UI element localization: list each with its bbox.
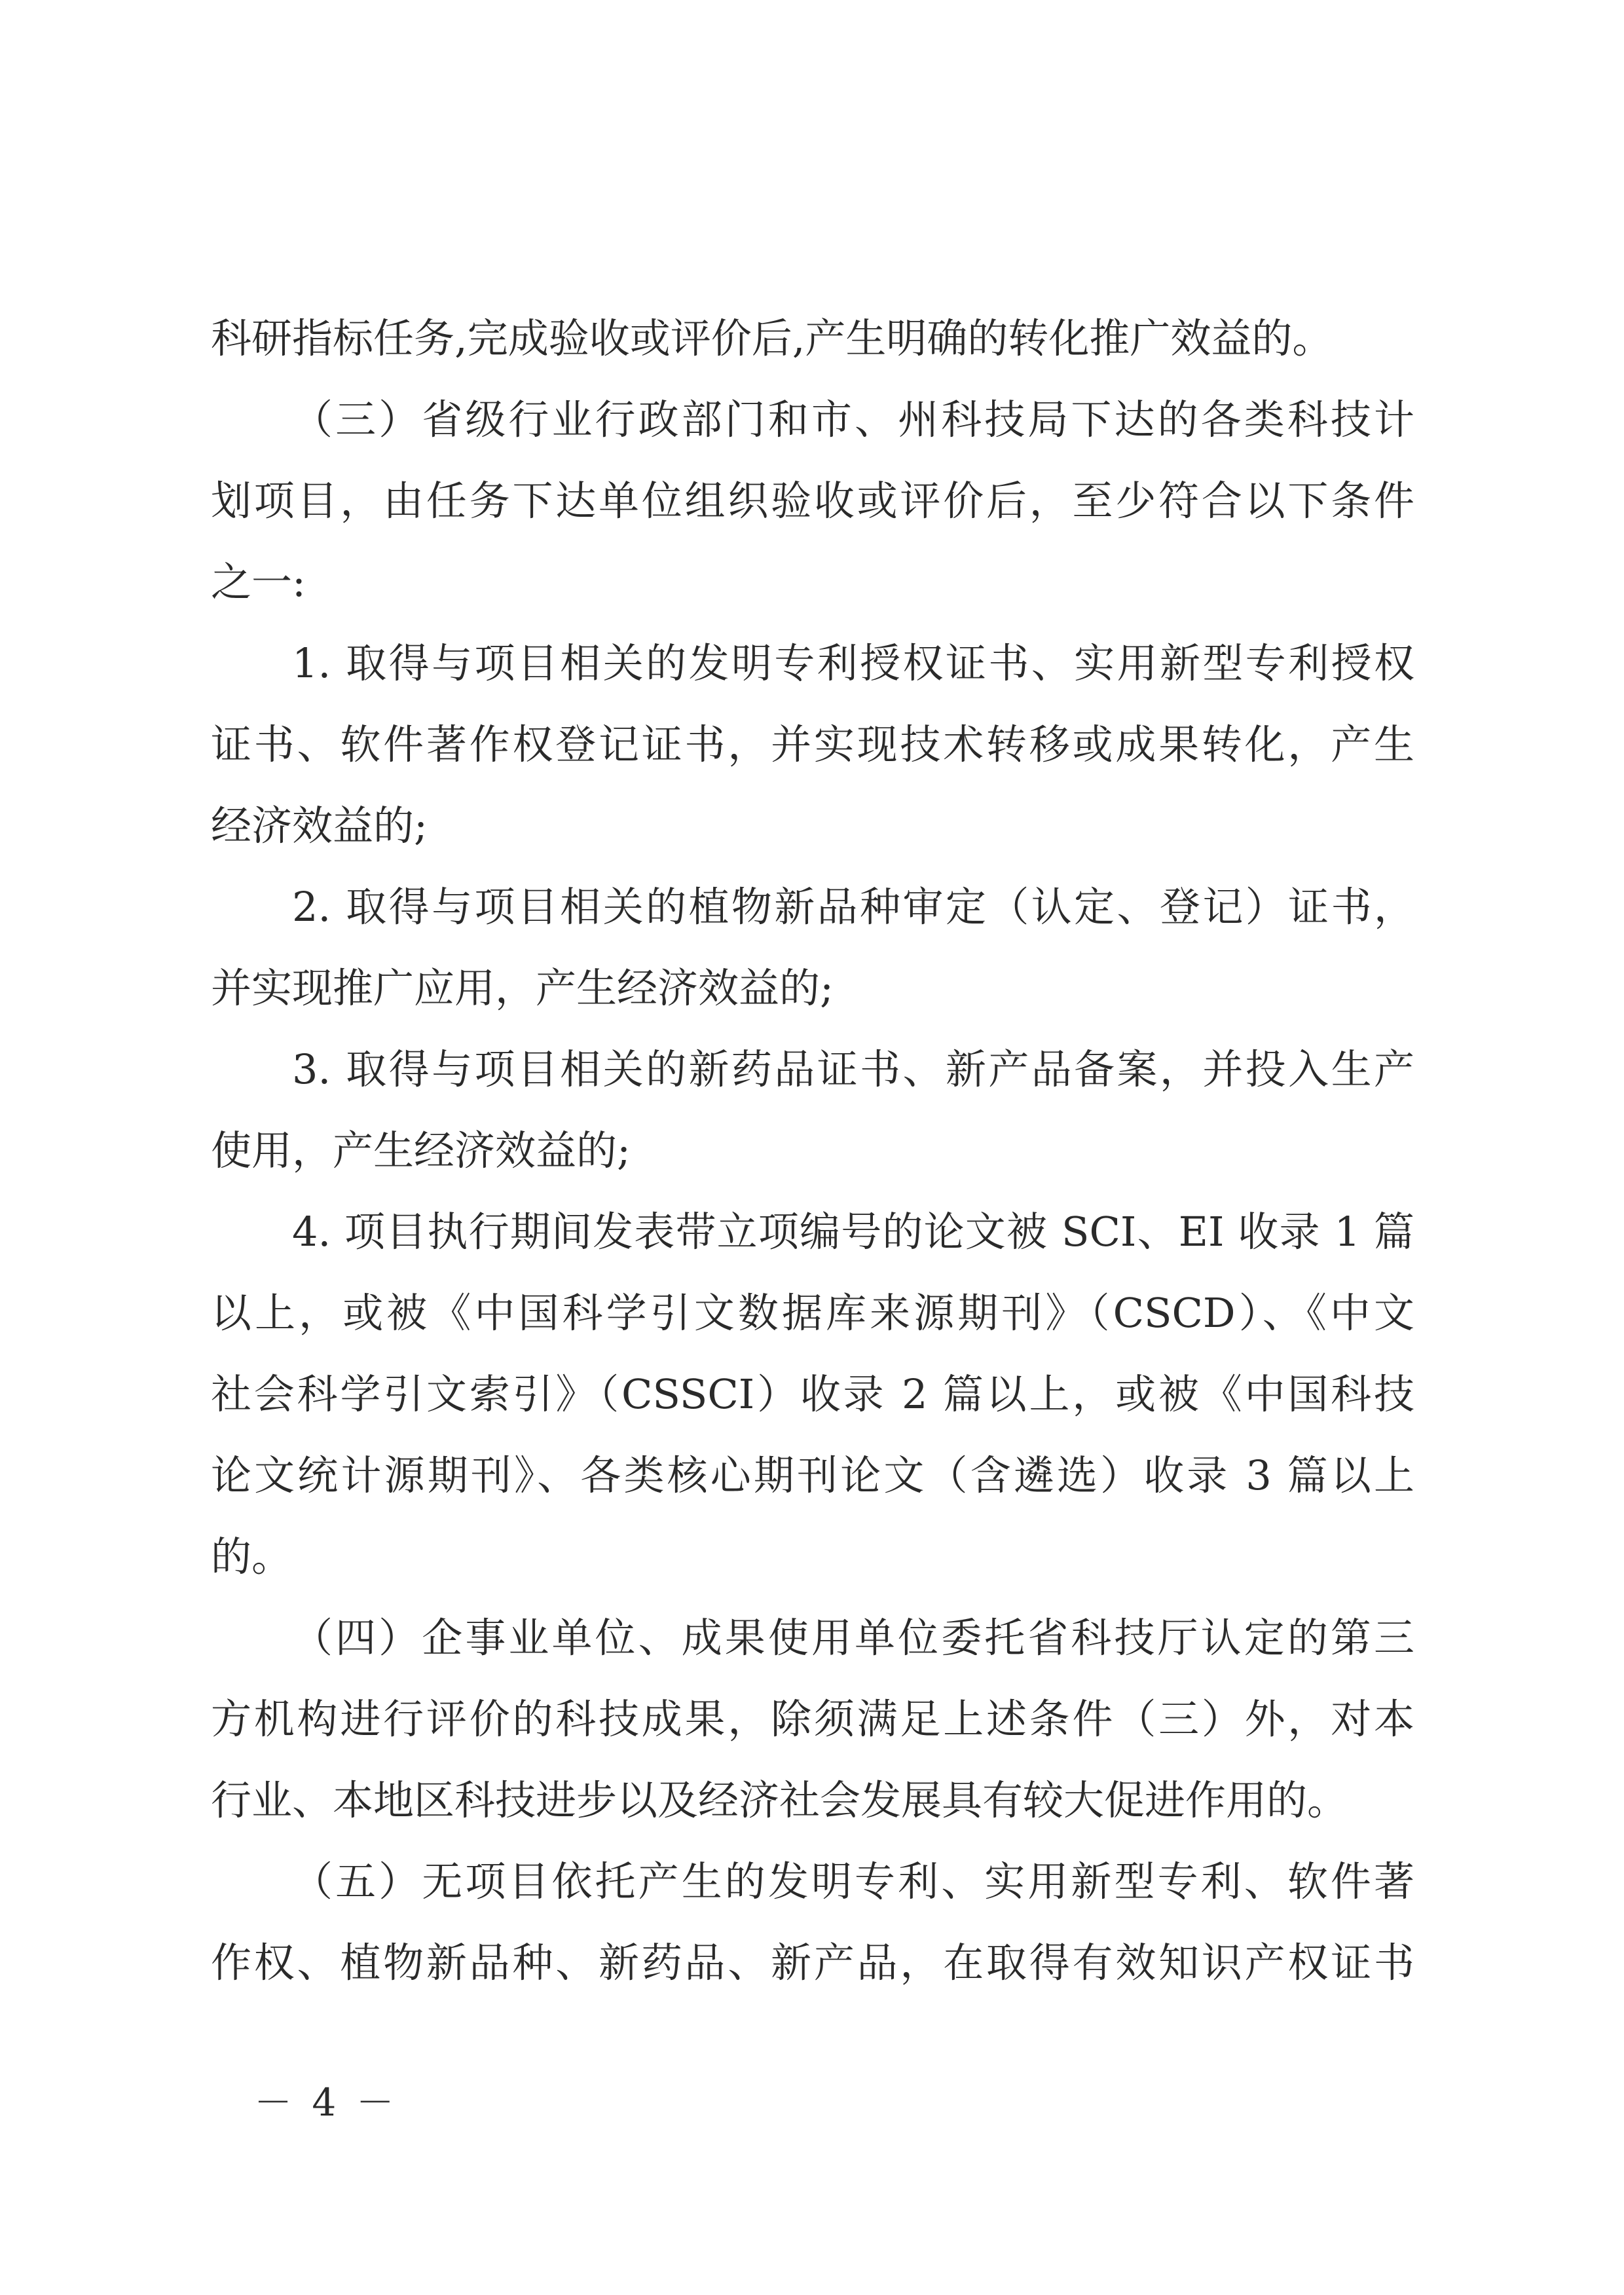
text-line: 科研指标任务,完成验收或评价后,产生明确的转化推广效益的。 [211, 314, 1333, 362]
text-line: （四）企事业单位、成果使用单位委托省科技厅认定的第三 [292, 1614, 1414, 1662]
text-line: 划项目，由任务下达单位组织验收或评价后，至少符合以下条件 [211, 477, 1414, 525]
text-line: 方机构进行评价的科技成果，除须满足上述条件（三）外，对本 [211, 1695, 1414, 1743]
text-line: 1. 取得与项目相关的发明专利授权证书、实用新型专利授权 [292, 639, 1414, 687]
text-line: （三）省级行业行政部门和市、州科技局下达的各类科技计 [292, 396, 1414, 443]
text-line: （五）无项目依托产生的发明专利、实用新型专利、软件著 [292, 1857, 1414, 1905]
page-number: － 4 － [254, 2080, 398, 2125]
text-line: 2. 取得与项目相关的植物新品种审定（认定、登记）证书， [292, 883, 1414, 931]
text-line: 3. 取得与项目相关的新药品证书、新产品备案，并投入生产 [292, 1045, 1414, 1093]
text-line: 之一: [211, 558, 306, 606]
text-line: 的。 [211, 1533, 293, 1580]
text-line: 论文统计源期刊》、各类核心期刊论文（含遴选）收录 3 篇以上 [211, 1451, 1414, 1499]
body-text [211, 298, 1414, 2004]
text-line: 以上，或被《中国科学引文数据库来源期刊》（CSCD）、《中文 [211, 1289, 1414, 1337]
text-line: 行业、本地区科技进步以及经济社会发展具有较大促进作用的。 [211, 1776, 1348, 1824]
text-line: 4. 项目执行期间发表带立项编号的论文被 SCI、EI 收录 1 篇 [292, 1208, 1414, 1256]
text-line: 并实现推广应用，产生经济效益的; [211, 964, 834, 1012]
text-line: 经济效益的; [211, 802, 428, 849]
text-line: 证书、软件著作权登记证书，并实现技术转移或成果转化，产生 [211, 720, 1414, 768]
text-line: 作权、植物新品种、新药品、新产品，在取得有效知识产权证书 [211, 1939, 1414, 1987]
text-line: 使用，产生经济效益的; [211, 1127, 631, 1174]
text-line: 社会科学引文索引》（CSSCI）收录 2 篇以上，或被《中国科技 [211, 1370, 1414, 1418]
